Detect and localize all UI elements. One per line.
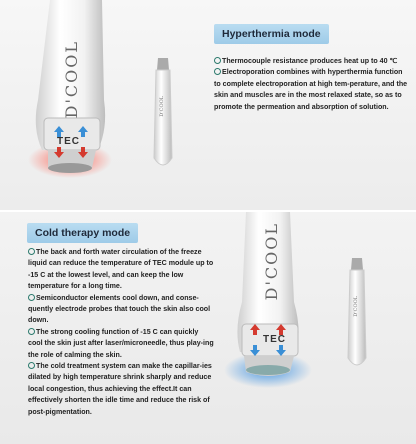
bullet-circle-icon — [214, 57, 221, 64]
cold-therapy-description — [28, 247, 214, 418]
cold-bullet: Semiconductor elements cool down, and conse-quently electrode probes that touch the skin also cool down. — [28, 293, 211, 325]
hyperthermia-bullet: Electroporation combines with hyperthermia function to complete electroporation at high tem-perature, and the skin and muscles are in the most relaxed state, so as to promote the permeation and absorption of solution. — [214, 68, 408, 111]
bullet-circle-icon — [28, 294, 35, 301]
hyperthermia-title: Hyperthermia mode — [214, 24, 329, 44]
hyperthermia-tec-label: TEC — [57, 136, 80, 147]
cold-bullet: The cold treatment system can make the capillar-ies dilated by high temperature shrink sharply and reduce local congestion, thus achieving the effect.It can effectively shorten the idle time and reduce the risk of post-pigmentation. — [28, 362, 212, 416]
cold-bullet: The strong cooling function of -15 C can quickly cool the skin just after laser/microneedle, thus play-ing the role of calming the skin. — [28, 327, 214, 359]
hyperthermia-bullet: Thermocouple resistance produces heat up to 40 ℃ — [214, 56, 410, 67]
cold-tec-label: TEC — [263, 334, 286, 345]
cold-bullet: The back and forth water circulation of the freeze liquid can reduce the temperature of TEC module up to -15 C at the lowest level, and can keep the low temperature for a long time. — [28, 248, 214, 291]
hyperthermia-description — [214, 56, 410, 113]
cold-small-brand: D'COOL — [353, 296, 359, 317]
bullet-circle-icon — [214, 68, 221, 75]
hyperthermia-small-brand: D'COOL — [159, 96, 165, 117]
cold-brand-label: D'COOL — [262, 222, 281, 301]
cold-therapy-title: Cold therapy mode — [27, 223, 138, 243]
hyperthermia-panel — [0, 0, 416, 211]
bullet-circle-icon — [28, 362, 35, 369]
bullet-circle-icon — [28, 248, 35, 255]
hyperthermia-brand-label: D'COOL — [62, 40, 81, 119]
bullet-circle-icon — [28, 328, 35, 335]
